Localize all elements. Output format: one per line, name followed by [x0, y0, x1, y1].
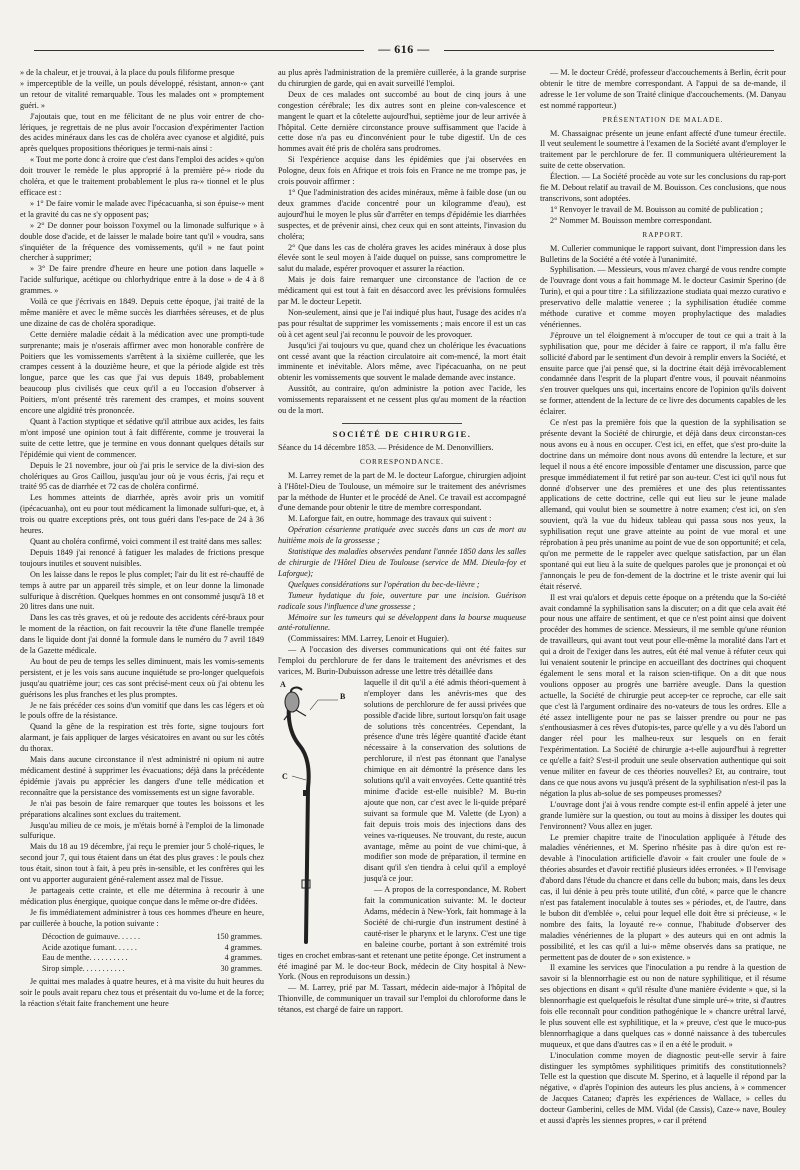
paragraph: Cette dernière maladie cédait à la médication avec une prompti-tude surprenante; mais je n'oserais affirmer avec mon honorable confrère de Poitiers que les vomissements s'arrêtent à la sixième cuillerée, que les crampes cessent à la douzième heure, et que la période algide est très longue, parce que les cas que j'ai vus depuis 1849, probablement beaucoup plus civilisés que ceux qu'il a eu l'occasion d'observer à Poitiers, m'ont présenté très rarement des crampes, et moins souvent encore une algidité très prononcée.: [20, 329, 264, 416]
paragraph: Dans les cas très graves, et où je redoute des accidents céré-braux pour le moment de la réaction, on fait recouvrir la tête d'une flanelle trempée dans le liquide dont j'ai donné la formule dans le numéro du 7 avril 1849 de la Gazette médicale.: [20, 613, 264, 656]
paragraph: Mémoire sur les tumeurs qui se développent dans la bourse muqueuse anté-rotulienne.: [278, 612, 526, 633]
quote-paragraph: » 3° De faire prendre d'heure en heure une potion dans laquelle » l'acide sulfurique, acétique ou chlorhydrique entre à la dose » de 4 à 8 grammes. »: [20, 264, 264, 296]
paragraph: Mais du 18 au 19 décembre, j'ai reçu le premier jour 5 cholé-riques, le second jour 7, qui tous étaient dans un état des plus graves : le pouls chez tous était, sinon tout à fait, à peu près in-sensible, et les confrères qui les ont vu apporter auguraient géné-ralement assez mal de l'issue.: [20, 842, 264, 885]
section-title: SOCIÉTÉ DE CHIRURGIE.: [332, 429, 472, 439]
paragraph: — A l'occasion des diverses communications qui ont été faites sur l'emploi du perchlorure de fer dans le traitement des anévrismes et des varices, M. Burin-Dubuisson adresse une lettre très détaillée dans: [278, 645, 526, 677]
paragraph: (Commissaires: MM. Larrey, Lenoir et Huguier).: [288, 634, 449, 644]
section-divider: [342, 423, 462, 424]
recipe-ingredient: Décoction de guimauve. . . . . .: [42, 931, 140, 941]
recipe-row: [42, 964, 262, 975]
paragraph: M. Larrey remet de la part de M. le docteur Laforgue, chirurgien adjoint à l'Hôtel-Dieu de Toulouse, un mémoire sur le traitement des anévrismes par la méthode de Hunter et le procédé de Anel. Ce travail est accompagné d'une demande pour obtenir le titre de membre correspondant.: [278, 470, 526, 513]
recipe-row: [42, 932, 262, 943]
paragraph: Quant à l'action styptique et sédative qu'il attribue aux acides, les faits m'ont imposé une opinion tout à fait différente, comme je trouverai la suite de cette lettre, que je termine en vous donnant quelques détails sur l'épidémie qui vient de commencer.: [20, 417, 264, 459]
paragraph: Voilà ce que j'écrivais en 1849. Depuis cette époque, j'ai traité de la même manière et avec le même succès les diarrhées séreuses, et de plus une dizaine de cas de choléra sporadique.: [20, 297, 264, 328]
paragraph: M. Laforgue fait, en outre, hommage des travaux qui suivent :: [288, 514, 492, 524]
paragraph: au plus après l'administration de la première cuillerée, à la grande surprise du chirurgien de garde, qui en avait surveillé l'emploi.: [278, 68, 526, 88]
subsection-title: RAPPORT.: [642, 230, 684, 239]
paragraph: Élection. — La Société procède au vote sur les conclusions du rap-port fie M. Debout relatif au travail de M. Bouisson. Ces conclusions, que nous transcrivons, sont adoptées.: [540, 172, 786, 203]
paragraph: Je quittai mes malades à quatre heures, et à ma visite du huit heures du soir le pouls avait reparu chez tous et présentait du vo-lume et de la force; la réaction s'était faite franchement une heure: [20, 977, 264, 1009]
recipe-ingredient: Eau de menthe. . . . . . . . . .: [42, 953, 128, 963]
paragraph: Jusqu'ici j'ai toujours vu que, quand chez un cholérique les évacuations ont cessé avant que la réaction circulatoire ait com-mencé, la mort était imminente et inévitable. Alors même, avec l'ipécacuanha, on ne peut obtenir les vomissements que souvent le malade demande avec instance.: [278, 340, 526, 383]
paragraph: Les hommes atteints de diarrhée, après avoir pris un vomitif (ipécacuanha), ont eu pour tout médicament la limonade sulfuri-que, et, à trois ou quatre exceptions près, ont tous guéri dans l'es-pace de 24 à 36 heures.: [20, 493, 264, 536]
figure-label-b: B: [340, 691, 346, 701]
recipe-quantity: 4 grammes.: [224, 953, 262, 963]
paragraph: Il examine les services que l'inoculation a pu rendre à la question de savoir si la blennorrhagie est ou non de nature syphilitique, et il résume ses objections en disant « qu'il résulte d'une manière évidente » que, si la blennorrhagie est quelquefois le résultat d'une simple uré-» trite, si d'autres fois elle reconnaît pour condition pathogénique le » chancre urétral larvé, le plus souvent elle est syphilitique, et la » preuve, c'est que le muco-pus blennorrhagique a dans quelques cas » donné naissance à des tubercules muqueux, et que dans d'autres cas » il en a été le produit. »: [540, 963, 786, 1049]
paragraph: Depuis 1849 j'ai renoncé à fatiguer les malades de frictions presque toujours inutiles et souvent nuisibles.: [20, 547, 264, 568]
recipe-ingredient: Acide azotique fumant. . . . . .: [42, 942, 137, 952]
quote-paragraph: » 2° De donner pour boisson l'oxymel ou la limonade sulfurique » à double dose d'acide, et de laisser le malade boire tant qu'il » voudra, sans s'inquiéter de la fréquence des vomissements, qu'il » ne faut point chercher à supprimer;: [20, 220, 264, 263]
paragraph: Mais dans aucune circonstance il n'est administré ni opium ni autre médicament destiné à supprimer les évacuations; déjà dans la précédente épidémie j'avais pu apprécier les dangers d'une telle médication et reconnaître que la persistance des vomissements est un signe favorable.: [20, 755, 264, 797]
paragraph: Si l'expérience acquise dans les épidémies que j'ai observées en Pologne, deux fois en Afrique et trois fois en France ne me trompe pas, je crois pouvoir affirmer :: [278, 155, 526, 187]
paragraph: Aussitôt, au contraire, qu'on administre la potion avec l'acide, les vomissements reparaissent et ne cessent plus qu'au moment de la réaction ou de la mort.: [278, 384, 526, 416]
instrument-figure: [278, 680, 358, 948]
quote-paragraph: » 1° De faire vomir le malade avec l'ipécacuanha, si son épuise-» ment et la gravité du cas ne s'y opposent pas;: [20, 198, 264, 219]
recipe-row: [42, 943, 262, 954]
recipe-row: [42, 953, 262, 964]
pharynx-sponge-instrument-illustration: [278, 680, 358, 948]
paragraph: 1° Renvoyer le travail de M. Bouisson au comité de publication ;: [550, 204, 763, 214]
subsection-title: PRÉSENTATION DE MALADE.: [602, 115, 724, 124]
paragraph: Le premier chapitre traite de l'inoculation appliquée à l'étude des maladies vénériennes, et M. Sperino n'hésite pas à dire qu'on est re-devable à l'inoculation artificielle d'avoir « fait crouler une foule de » théories absurdes et d'avoir rectifié plusieurs idées erronées. » Il l'envisage d'abord dans l'étude du chancre et dans celle du bubon; mais, dans les deux cas, il lui dénie à peu près toute utilité, d'un côté, « parce que le chancre n'est pas fatalement inoculable à toutes ses » périodes, et, de l'autre, dans le bubon dit d'emblée », celui pour lequel elle doit être si précieuse, « le nombre des faits, la loyauté re-» connue, l'habitude d'observer des maladies vénériennes de la plupart » des auteurs qui en ont admis la possibilité, et les cas qu'il a lui-» même observés dans sa pratique, ne permettent pas de douter de » son existence. »: [540, 832, 786, 962]
paragraph: 2° Que dans les cas de choléra graves les acides minéraux à dose plus élevée sont le seul moyen à l'aide duquel on puisse, sans compromettre le salut du malade, espérer provoquer et assurer la réaction.: [278, 242, 526, 274]
paragraph: Quand la gêne de la respiration est très forte, signe toujours fort alarmant, je fais appliquer de larges vésicatoires en avant ou sur les côtés du thorax.: [20, 722, 264, 754]
paragraph: Tumeur hydatique du foie, ouverture par une incision. Guérison radicale sous l'influence d'une grossesse ;: [278, 590, 526, 611]
paragraph: Quelques considérations sur l'opération du bec-de-lièvre ;: [288, 579, 480, 589]
paragraph: Statistique des maladies observées pendant l'année 1850 dans les salles de chirurgie de l'Hôtel Dieu de Toulouse (service de MM. Dieula-foy et Laforgue);: [278, 547, 526, 578]
paragraph: L'ouvrage dont j'ai à vous rendre compte est-il enfin appelé à jeter une grande lumière sur la question, ou tout au moins à dissiper les doutes qui l'environnent? Vous allez en juger.: [540, 799, 786, 831]
paragraph: J'ajoutais que, tout en me félicitant de ne plus voir entrer de cho-lériques, je regrettais de ne plus avoir l'occasion d'expérimenter l'action des acides minéraux dans les cas de choléra avec cyanose et algidité, puis après quelques propositions théoriques je termi-nais ainsi :: [20, 111, 264, 154]
paragraph: M. Chassaignac présente un jeune enfant affecté d'une tumeur érectile. Il veut seulement le soumettre à l'examen de la Société avant d'employer le traitement par le perchlorure de fer. Il communiquera ultérieurement la suite de cette observation.: [540, 128, 786, 171]
page-header: [34, 42, 774, 58]
column-2: [278, 68, 526, 1166]
paragraph: » imperceptible de la veille, un pouls développé, résistant, annon-» çant un retour de vitalité remarquable. Tous les malades ont » promptement guéri. »: [20, 78, 264, 110]
recipe-table: [42, 932, 262, 976]
subsection-title: CORRESPONDANCE.: [360, 457, 444, 466]
paragraph: Ce n'est pas la première fois que la question de la syphilisation se présente devant la Société de chirurgie, et déjà dans deux circonstan-ces nous avons eu à nous en occuper. C'est ici, en effet, que s'est pro-duite la doctrine dans un mémoire dont nous avons dû entendre la lecture, et sur lequel il nous a été encore impossible d'entamer une discussion, parce que presque immédiatement il fut retiré par son au-teur. C'est ici qu'il nous fut donné d'observer une des premières et une des plus retentissantes applications de cette doctrine, celle qui eut lieu sur le jeune malade allemand, qui voulut bien se soumettre à notre examen; c'est ici, on s'en souvient, qu'à la vue du hideux tableau qui passa sous nos yeux, la syphilisation reçut une grave atteinte au point de vue moral et une réprobation à peu près unanime au point de vue de son opportunité; et cela, qu'on me permette de le rappeler avec quelque satisfaction, par un élan spontané qui eut lieu à la suite de quelques paroles que je prononçai et où j'annonçais le peu de fon-dement de la doctrine et le triste avenir qui lui était réservé.: [540, 418, 786, 591]
column-3: [540, 68, 786, 1166]
paragraph: J'éprouve un tel éloignement à m'occuper de tout ce qui a trait à la syphilisation que, pour me décider à faire ce rapport, il m'a fallu être sollicité d'abord par le sentiment d'un devoir à remplir envers la Société, et ensuite parce que j'ai pensé que, si la doctrine était déjà irrévocablement condamnée dans l'esprit de la plupart d'entre vous, il pouvait néanmoins s'en trouver quelques uns qui, incertains encore de l'opinion qu'ils doivent se former, attendent de la lecture de ce livre des documents capables de les éclairer.: [540, 330, 786, 417]
paragraph: Mais je dois faire remarquer une circonstance de l'action de ce médicament qui est tout à fait en désaccord avec les prévisions formulées par M. le docteur Lepetit.: [278, 275, 526, 307]
paragraph: » de la chaleur, et je trouvai, à la place du pouls filiforme presque: [20, 68, 235, 77]
paragraph: Quant au choléra confirmé, voici comment il est traité dans mes salles:: [30, 536, 262, 546]
header-rule-right: [444, 50, 774, 51]
paragraph: Je ne fais précéder ces soins d'un vomitif que dans les cas légers et où le pouls offre de la résistance.: [20, 700, 264, 721]
page-number: — 616 —: [378, 42, 430, 56]
paragraph: Depuis le 21 novembre, jour où j'ai pris le service de la divi-sion des cholériques au Gros Caillou, jusqu'au jour où je vous écris, j'ai reçu et traité 95 cas de diarrhée et 72 cas de choléra confirmé.: [20, 460, 264, 492]
paragraph: Je n'ai pas besoin de faire remarquer que toutes les boissons et les préparations alcalines sont exclues du traitement.: [20, 798, 264, 819]
recipe-quantity: 4 grammes.: [224, 942, 262, 952]
paragraph: Jusqu'au milieu de ce mois, je m'étais borné à l'emploi de la limonade sulfurique.: [20, 820, 264, 841]
paragraph: Opération césarienne pratiquée avec succès dans un cas de mort au huitième mois de la grossesse ;: [278, 525, 526, 546]
paragraph: Non-seulement, ainsi que je l'ai indiqué plus haut, l'usage des acides n'a pas pour résultat de supprimer les vomissements ; mais encore il est un cas où à cet agent seul j'ai reconnu le pouvoir de les provoquer.: [278, 307, 526, 339]
paragraph: Je partageais cette crainte, et elle me détermina à recourir à une médication plus énergique, quoique conçue dans le même or-dre d'idées.: [20, 885, 264, 906]
paragraph: Syphilisation. — Messieurs, vous m'avez chargé de vous rendre compte de l'ouvrage dont vous a fait hommage M. le docteur Casimir Sperino (de Turin), et qui a pour titre : La sifilizzazione studiata quai mezzo curativo e preservativo delle malattie veneree ; la syphilisation étudiée comme méthode curative et comme moyen prophylactique des maladies vénériennes.: [540, 265, 786, 329]
paragraph: Au bout de peu de temps les selles diminuent, mais les vomis-sements persistent, et je les vois sans aucune inquiétude se pro-longer quelquefois jusqu'au quatrième jour; ces cas sont précisé-ment ceux où j'ai obtenu les guérisons les plus franches et les plus promptes.: [20, 656, 264, 699]
paragraph: — M. Larrey, prié par M. Tassart, médecin aide-major à l'hôpital de Thionville, de communiquer un travail sur l'emploi du chloroforme dans le tétanos, est chargé de faire un rapport.: [278, 983, 526, 1015]
paragraph: Il est vrai qu'alors et depuis cette époque on a prétendu que la So-ciété avait condamné la syphilisation sans la discuter; on a dit que cela avait été pour nous une affaire de sentiment, et que ce n'est point ainsi que doivent procéder des hommes de science. Messieurs, il me semble qu'une réunion de travailleurs, qui avant tout veut pour elle-même la moralité dans l'art et qui a droit de l'exiger dans les autres, eût été mal venue à réfuter ceux qui lui venaient soutenir le principe en accueillant des doctrines qui choquent également le sens moral et la raison scien-tifique. On a dit que nous voulions opposer au progrès une barrière aveugle. Dans la question actuelle, la Société de chirurgie peut accep-ter ce reproche, car elle sait que c'est là l'argument ordinaire des no-vateurs de tous les ordres. Elle a été assez intelligente pour ne pas se laisser prendre ou pour ne pas s'enthousiasmer à ces rêves d'utopis-tes, parce qu'elle y a vu dès l'abord un danger réel pour les malheu-reux sur lesquels on en ferait l'expérimentation. La Société de chirurgie a-t-elle aujourd'hui à regretter ce qu'elle a fait? S'est-il produit une seule observation authentique qui soit venue militer en faveur de ces théories nouvelles? Et, au contraire, tout dans ce que nous avons vu jusqu'à présent de la syphilisation n'est-il pas la négation la plus ab-solue de ses pompeuses promesses?: [540, 592, 786, 798]
recipe-quantity: 150 grammes.: [216, 931, 262, 941]
figure-wrap-text: — A propos de la correspondance, M. Robert fait la communication suivante: M. le docteur Adams, médecin à New-York, fait hommage à la Société de chi-rurgie d'un instrument destiné à cauté-riser le pharynx et le larynx. C'est une tige en baleine courbe, portant à son extrémité trois tiges en crochet embras-sant et retenant une petite éponge. Cet instrument a été imaginé par M. le doc-teur Bock, médecin de City hospital à New-York. (Nous en reproduisons un dessin.): [278, 885, 526, 982]
quote-paragraph: « Tout me porte donc à croire que c'est dans l'emploi des acides » qu'on doit trouver le remède le plus approprié à la première pé-» riode du choléra, et que le traitement probablement le plus ra-» tionnel et le plus efficace est :: [20, 155, 264, 197]
paragraph: Je fis immédiatement administrer à tous ces hommes d'heure en heure, par cuillerée à bouche, la potion suivante :: [20, 907, 264, 928]
paragraph: M. Cullerier communique le rapport suivant, dont l'impression dans les Bulletins de la Société a été votée à l'unanimité.: [540, 243, 786, 264]
paragraph: Deux de ces malades ont succombé au bout de cinq jours à une congestion cérébrale; les dix autres sont en pleine con-valescence et mangent le quart et la côtelette aujourd'hui, septième jour de leur arrivée à l'hôpital. Cette dernière circonstance prouve suffisamment que l'acide à cette dose n'a pas eu d'inconvénient pour le tube digestif. Un de ces hommes avait été pris de choléra sans prodromes.: [278, 89, 526, 154]
session-line: Séance du 14 décembre 1853. — Présidence de M. Denonvilliers.: [278, 442, 494, 452]
paragraph: On les laisse dans le repos le plus complet; l'air du lit est ré-chauffé de temps à autre par un appareil très simple, et on leur donne la limonade sulfurique à discrétion. Quelques hommes en ont consommé jusqu'à 18 et 20 litres dans une nuit.: [20, 569, 264, 612]
paragraph: — M. le docteur Crédé, professeur d'accouchements à Berlin, écrit pour obtenir le titre de membre correspondant. A l'appui de sa de-mande, il adresse le 1er volume de son Traité clinique d'accouchements. (M. Danyau est nommé rapporteur.): [540, 68, 786, 110]
column-1: [20, 68, 264, 1166]
figure-label-c: C: [282, 771, 288, 781]
paragraph: L'inoculation comme moyen de diagnostic peut-elle servir à faire distinguer les symptômes syphilitiques primitifs des constitutionnels? Telle est la question que discute M. Sperino, et à laquelle il répond par la négative, « d'après l'opinion des auteurs les plus anciens, à » commencer de Jacques Cataneo; d'après les expériences de Wallace, » celles du docteur Gamberini, celles de MM. Vidal (de Cassis), Caze-» nave, Bouley et aussi d'après les siennes propres, » car il prétend: [540, 1050, 786, 1126]
paragraph: 2° Nommer M. Bouisson membre correspondant.: [550, 215, 712, 225]
paragraph: 1° Que l'administration des acides minéraux, même à faible dose (un ou deux grammes d'acide concentré pour un kilogramme d'eau), est aujourd'hui le moyen le plus sûr d'arrêter en temps d'épidémie les diarrhées suspectes, et de prévenir ainsi, chez ceux qui en sont atteints, l'invasion du choléra;: [278, 187, 526, 241]
figure-label-a: A: [280, 679, 286, 689]
figure-wrap-text: laquelle il dit qu'il a été admis théori-quement à n'employer dans les anévris-mes que des solutions de perchlorure de fer aussi privées que possible d'acide libre, surtout lorsqu'on fait usage de solutions très concentrées. Cependant, la présence d'une très légère quantité d'acide étant nécessaire à la conservation des solutions de perchlorure, il n'est pas étonnant que l'analyse chimique en ait démontré la présence dans les solutions qu'il a vait envoyées. Cette quantité très minime d'acide est-elle nuisible? M. Bu-rin ajoute que non, car c'est avec le li-quide préparé suivant sa formule que M. Valette (de Lyon) a fait depuis trois mois des injections dans des veines va-riqueuses. Ne trouvant, du reste, aucun avantage, même au point de vue chimi-que, à modifier son mode de préparation, il termine en disant qu'il s'en tiendra à celui qu'il a employé jusqu'à ce jour.: [364, 677, 526, 884]
recipe-quantity: 30 grammes.: [220, 964, 262, 974]
recipe-ingredient: Sirop simple. . . . . . . . . . .: [42, 964, 125, 974]
